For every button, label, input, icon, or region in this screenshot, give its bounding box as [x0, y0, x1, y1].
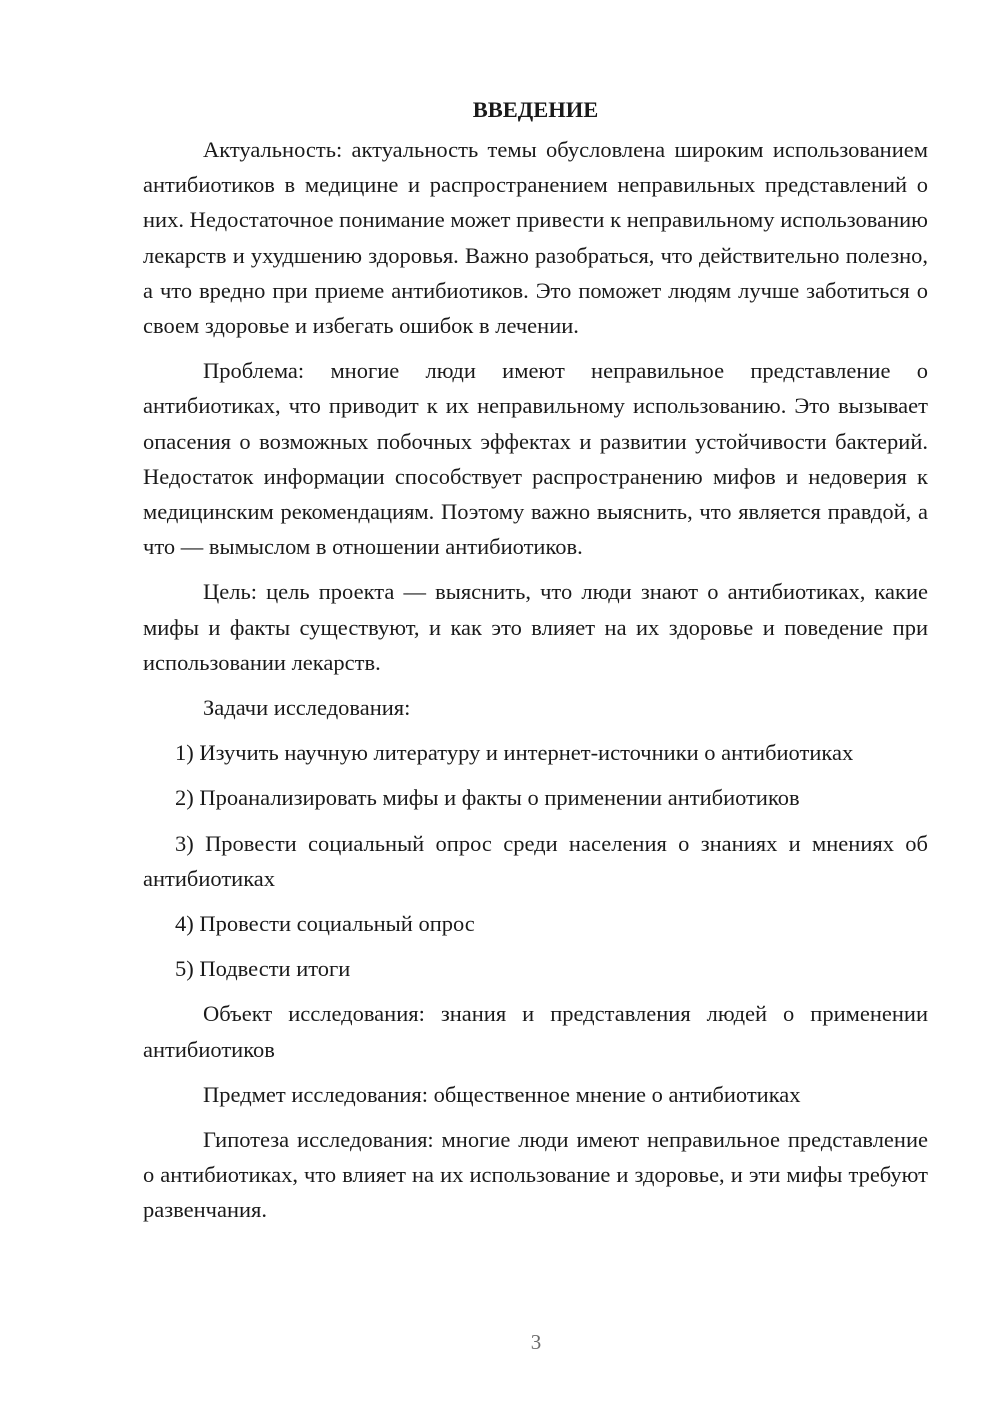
paragraph-subject: Предмет исследования: общественное мнение о антибиотиках: [203, 1081, 801, 1107]
task-item-3: 3) Провести социальный опрос среди населения о знаниях и мнениях об антибиотиках: [143, 830, 928, 891]
paragraph-hypothesis: Гипотеза исследования: многие люди имеют неправильное представление о антибиотиках, что влияет на их использование и здоровье, и эти мифы требуют развенчания.: [143, 1127, 928, 1223]
page-number: 3: [530, 1330, 542, 1354]
paragraph-relevance: Актуальность: актуальность темы обусловлена широким использованием антибиотиков в медицине и распространением неправильных представлений о них. Недостаточное понимание может привести к неправильному использованию лекарств и ухудшению здоровья. Важно разобраться, что действительно полезно, а что вредно при приеме антибиотиков. Это поможет людям лучше заботиться о своем здоровье и избегать ошибок в лечении.: [143, 137, 928, 339]
document-page: [143, 92, 928, 1238]
paragraph-goal: Цель: цель проекта — выяснить, что люди знают о антибиотиках, какие мифы и факты существуют, и как это влияет на их здоровье и поведение при использовании лекарств.: [143, 579, 928, 675]
task-item-4: 4) Провести социальный опрос: [175, 911, 475, 937]
task-item-5: 5) Подвести итоги: [175, 956, 351, 982]
paragraph-problem: Проблема: многие люди имеют неправильное представление о антибиотиках, что приводит к их неправильному использованию. Это вызывает опасения о возможных побочных эффектах и развитии устойчивости бактерий. Недостаток информации способствует распространению мифов и недоверия к медицинским рекомендациям. Поэтому важно выяснить, что является правдой, а что — вымыслом в отношении антибиотиков.: [143, 358, 928, 560]
document-title: ВВЕДЕНИЕ: [472, 97, 599, 122]
task-item-2: 2) Проанализировать мифы и факты о применении антибиотиков: [175, 785, 800, 811]
task-item-1: 1) Изучить научную литературу и интернет-источники о антибиотиках: [175, 740, 854, 766]
paragraph-object: Объект исследования: знания и представления людей о применении антибиотиков: [143, 1001, 928, 1062]
tasks-heading: Задачи исследования:: [203, 695, 411, 721]
